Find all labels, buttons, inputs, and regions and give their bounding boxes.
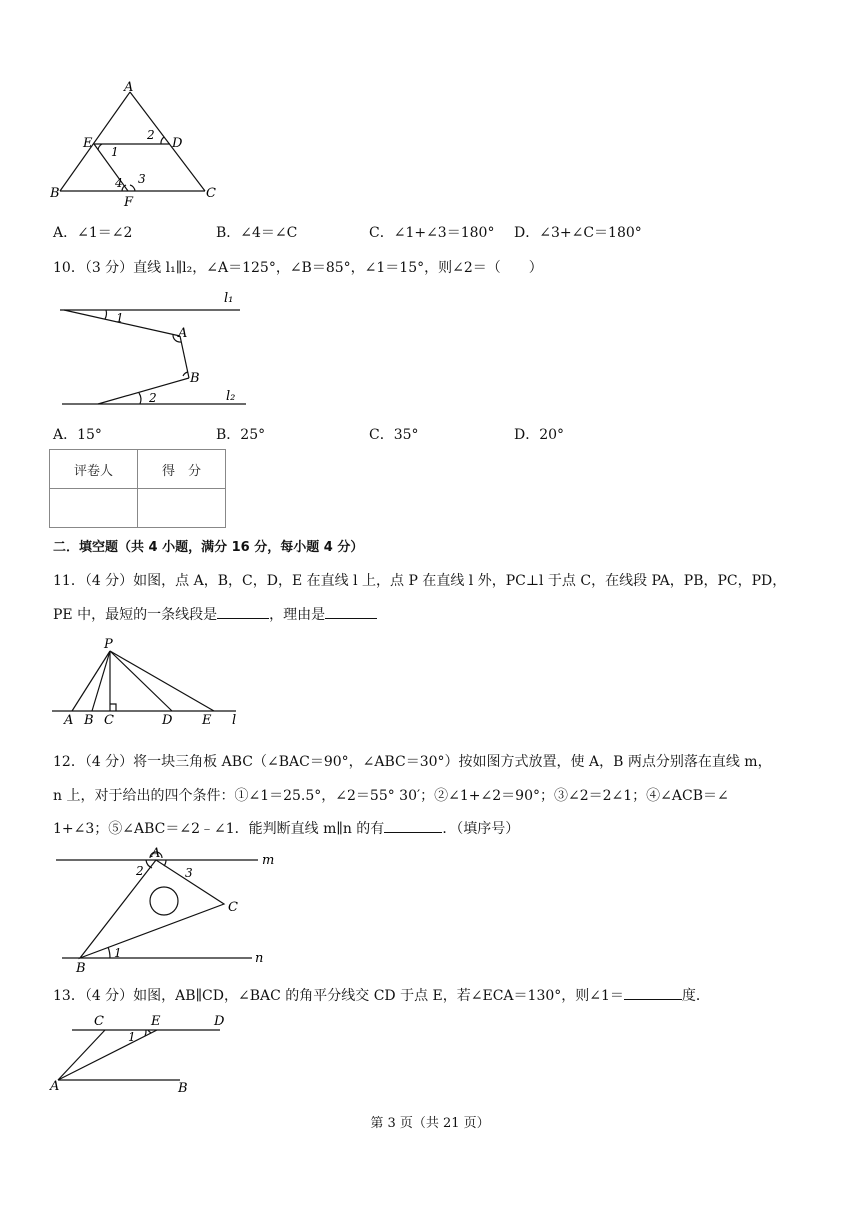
segment-b2 xyxy=(98,378,189,404)
label-a: A xyxy=(124,80,134,95)
q12-text-line2: n 上，对于给出的四个条件：①∠1＝25.5°，∠2＝55° 30′；②∠1+∠2＝90°；③∠2＝2∠1；④∠ACB＝∠ xyxy=(53,788,729,804)
label-b: B xyxy=(84,713,94,728)
label-a: A xyxy=(50,1079,60,1094)
label-a: A xyxy=(64,713,74,728)
segment-pa xyxy=(72,651,110,711)
angle-arc-1 xyxy=(108,947,110,958)
q12-answer-blank[interactable] xyxy=(384,820,442,833)
angle-arc-1 xyxy=(145,1030,146,1036)
q11-answer-blank-1[interactable] xyxy=(217,606,269,619)
triangle-hole xyxy=(150,887,178,915)
angle-label-4: 4 xyxy=(115,176,123,190)
q11-answer-blank-2[interactable] xyxy=(325,606,377,619)
q9-option-a[interactable]: A．∠1＝∠2 xyxy=(53,225,133,241)
angle-label-2: 2 xyxy=(136,864,144,878)
angle-arc-2 xyxy=(161,137,164,144)
q12-text-part1: 1+∠3；⑤∠ABC＝∠2﹣∠1．能判断直线 m∥n 的有 xyxy=(53,821,385,837)
figure-q9 xyxy=(50,78,230,208)
q9-option-d[interactable]: D．∠3+∠C＝180° xyxy=(514,225,642,241)
angle-arc-2 xyxy=(139,393,141,404)
score-table-score-cell[interactable] xyxy=(138,489,226,528)
q11-text-line2 xyxy=(53,604,377,624)
label-l1: l₁ xyxy=(224,291,234,306)
label-e: E xyxy=(83,136,93,151)
angle-arc-b xyxy=(183,372,188,376)
angle-label-1: 1 xyxy=(111,145,119,159)
angle-arc-3 xyxy=(130,185,135,191)
q11-text-part2: ，理由是 xyxy=(269,607,326,623)
angle-label-1: 1 xyxy=(114,946,122,960)
label-a: A xyxy=(178,326,188,341)
label-c: C xyxy=(228,900,238,915)
label-d: D xyxy=(172,136,183,151)
label-l2: l₂ xyxy=(226,389,236,404)
q13-text-part2: 度． xyxy=(681,988,710,1004)
q10-option-b[interactable]: B．25° xyxy=(216,427,266,443)
page-footer: 第 3 页（共 21 页） xyxy=(370,1116,490,1131)
angle-label-1: 1 xyxy=(116,311,124,325)
angle-label-1: 1 xyxy=(128,1030,136,1044)
label-l: l xyxy=(232,713,237,728)
figure-q12 xyxy=(52,846,282,976)
q12-text-line1: 12．（4 分）将一块三角板 ABC（∠BAC＝90°，∠ABC＝30°）按如图方式放置，使 A，B 两点分别落在直线 m， xyxy=(53,754,772,770)
q10-option-a[interactable]: A．15° xyxy=(53,427,102,443)
label-c: C xyxy=(206,186,216,201)
score-table-score-header: 得 分 xyxy=(138,450,226,489)
figure-q11 xyxy=(50,634,250,728)
q10-option-c[interactable]: C．35° xyxy=(369,427,419,443)
angle-label-2: 2 xyxy=(149,391,157,405)
angle-arc-1 xyxy=(98,144,102,150)
label-m: m xyxy=(262,853,275,868)
label-a: A xyxy=(151,846,161,861)
q13-text xyxy=(53,985,710,1005)
score-table-reviewer-cell[interactable] xyxy=(50,489,138,528)
label-e: E xyxy=(151,1014,161,1029)
label-p: P xyxy=(104,637,113,652)
q12-text-line3 xyxy=(53,818,519,838)
right-angle-mark xyxy=(110,704,116,711)
segment-ae xyxy=(58,1030,157,1080)
q11-text-line1: 11．（4 分）如图，点 A，B，C，D，E 在直线 l 上，点 P 在直线 l 外，PC⊥l 于点 C，在线段 PA，PB，PC，PD， xyxy=(53,573,787,589)
figure-q13 xyxy=(48,1012,248,1096)
segment-ac xyxy=(58,1030,105,1080)
section-title-fill-in: 二．填空题（共 4 小题，满分 16 分，每小题 4 分） xyxy=(53,540,364,555)
label-e: E xyxy=(202,713,212,728)
label-b: B xyxy=(178,1081,188,1096)
label-c: C xyxy=(104,713,114,728)
label-d: D xyxy=(214,1014,225,1029)
angle-label-2: 2 xyxy=(147,128,155,142)
angle-arc-3 xyxy=(164,860,166,866)
q13-answer-blank[interactable] xyxy=(624,987,682,1000)
figure-q10 xyxy=(52,288,252,410)
label-c: C xyxy=(94,1014,104,1029)
label-f: F xyxy=(124,195,134,208)
angle-label-3: 3 xyxy=(185,866,193,880)
q13-text-part1: 13．（4 分）如图，AB∥CD，∠BAC 的角平分线交 CD 于点 E，若∠ECA＝130°，则∠1＝ xyxy=(53,988,624,1004)
q11-text-part1: PE 中，最短的一条线段是 xyxy=(53,607,218,623)
segment-pb xyxy=(92,651,110,711)
score-table-reviewer-header: 评卷人 xyxy=(50,450,138,489)
label-n: n xyxy=(255,951,264,966)
angle-label-3: 3 xyxy=(138,172,146,186)
label-b: B xyxy=(76,961,86,976)
q9-option-c[interactable]: C．∠1+∠3＝180° xyxy=(369,225,495,241)
label-b: B xyxy=(190,371,200,386)
q10-text: 10．（3 分）直线 l₁∥l₂，∠A＝125°，∠B＝85°，∠1＝15°，则∠2＝（ ） xyxy=(53,260,543,276)
label-d: D xyxy=(162,713,173,728)
label-b: B xyxy=(50,186,60,201)
angle-arc-1 xyxy=(105,310,106,319)
q9-option-b[interactable]: B．∠4＝∠C xyxy=(216,225,298,241)
q10-option-d[interactable]: D．20° xyxy=(514,427,565,443)
q12-text-part2: ．（填序号） xyxy=(442,821,520,837)
score-table xyxy=(49,449,226,528)
